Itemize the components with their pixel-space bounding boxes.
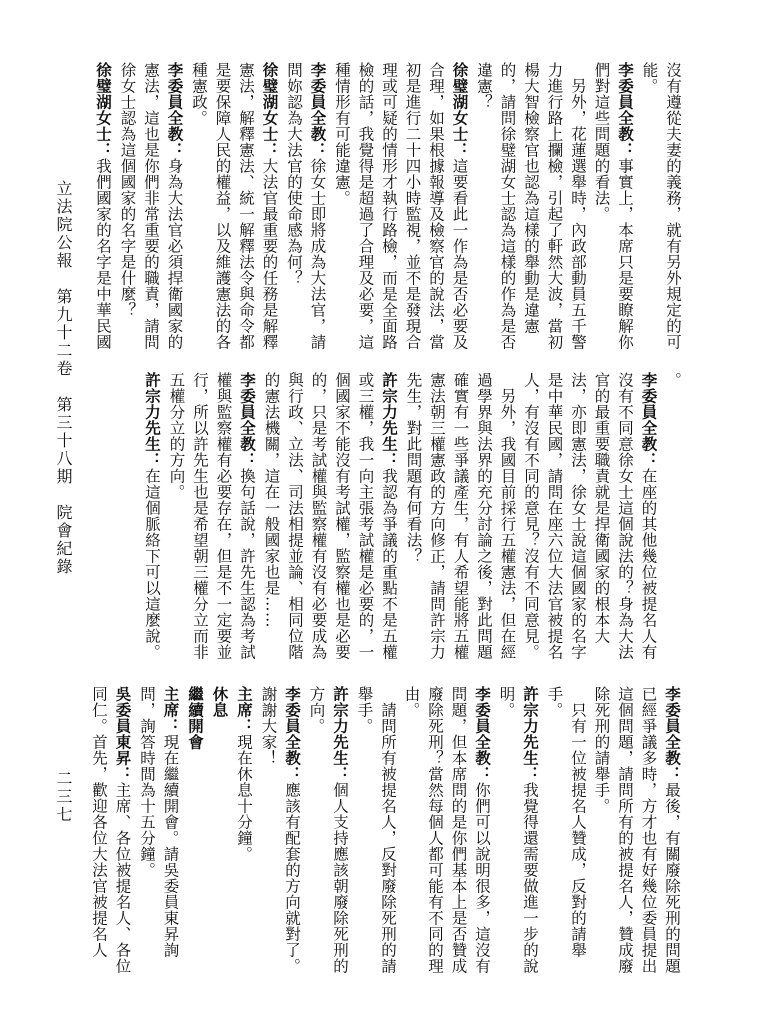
paragraph-text: 大法官最重要的任務是解釋憲法，解釋憲法、統一解釋法令與命令都是要保障人民的權益，以及維護憲法的各種憲政。: [190, 62, 279, 350]
text-band-top: [84, 62, 684, 360]
paragraph-text: 徐女士即將成為大法官，請問妳認為大法官的使命感為何？: [285, 62, 327, 350]
paragraph: [164, 372, 259, 670]
paragraph: [519, 372, 661, 670]
paragraph: [661, 372, 685, 670]
paragraph-text: 。: [664, 372, 682, 388]
paragraph-text: 另外，花蓮選舉時，內政部動員五千警力進行路上攔檢，引起了軒然大波，當初楊大智檢察官也認為這樣的舉動是違憲的，請問徐璧湖女士認為這樣的作為是否違憲？: [475, 62, 587, 350]
speaker-label: 徐璧湖女士：: [260, 62, 280, 158]
paragraph-text: 事實上，本席只是要瞭解你們對這些問題的看法。: [592, 62, 634, 350]
speaker-label: 李委員全教：: [473, 686, 492, 782]
speaker-label: 李委員全教：: [165, 62, 185, 158]
paragraph-text: 應該有配套的方向就對了。謝謝大家！: [259, 686, 301, 974]
paragraph: [637, 62, 684, 360]
speaker-label: 李委員全教：: [663, 686, 682, 782]
paragraph-text: 我覺得還需要做進一步的說明。: [497, 686, 539, 974]
paragraph: [304, 686, 352, 986]
paragraph: [399, 686, 494, 986]
text-band-middle: [84, 372, 684, 670]
paragraph-text: 只有一位被提名人贊成，反對的請舉手。: [545, 686, 587, 958]
paragraph: [183, 686, 208, 986]
paragraph-text: 休息: [210, 686, 230, 718]
paragraph: [330, 62, 472, 360]
paragraph-text: 你們可以說明很多，這沒有問題，但本席問的是你們基本上是否贊成廢除死刑？當然每個人都可能有不同的理由。: [402, 686, 491, 974]
speaker-label: 李委員全教：: [238, 372, 257, 468]
speaker-label: 李委員全教：: [283, 686, 302, 782]
speaker-label: 主席：: [161, 686, 181, 734]
paragraph: [135, 686, 183, 986]
paragraph: [472, 62, 590, 360]
speaker-label: 李委員全教：: [308, 62, 328, 158]
paragraph: [140, 372, 165, 670]
paragraph-text: 最後，有關廢除死刑的問題已經爭議多時，方才也有好幾位委員提出這個問題，請問所有的被提名人，贊成廢除死刑的請舉手。: [592, 686, 681, 974]
paragraph: [91, 62, 116, 360]
speaker-label: 李委員全教：: [616, 62, 635, 158]
text-band-bottom: [84, 686, 684, 986]
paragraph: [207, 686, 232, 986]
speaker-label: 許宗力先生：: [521, 686, 540, 782]
paragraph-text: 沒有遵從夫妻的義務，就有另外規定的可能。: [640, 62, 682, 350]
paragraph-text: 在這個脈絡下可以這麼說。: [143, 468, 161, 660]
speaker-label: 許宗力先生：: [143, 372, 162, 468]
paragraph: [352, 686, 399, 986]
paragraph-text: 我們國家的名字是中華民國: [94, 158, 112, 350]
paragraph: [256, 686, 304, 986]
paragraph-text: 個人支持應該朝廢除死刑的方向。: [307, 686, 349, 974]
paragraph: [232, 686, 257, 986]
paragraph-text: 另外，我國目前採行五權憲法，但在經過學界與法界的充分討論之後，對此問題確實有一些爭議產生，有人希望能將五權憲法朝三權憲政的方向修正，請問許宗力先生，對此問題有何看法？: [404, 372, 517, 660]
speaker-label: 徐璧湖女士：: [450, 62, 470, 158]
paragraph-text: 現在繼續開會。請吳委員東昇詢問，詢答時間為十五分鐘。: [138, 686, 180, 958]
speaker-label: 吳委員東昇：: [113, 686, 133, 782]
paragraph: [115, 62, 187, 360]
speaker-label: 李委員全教：: [639, 372, 659, 468]
paragraph-text: 繼續開會: [186, 686, 205, 750]
paragraph-text: 我認為爭議的重點不是五權或三權，我一向主張考試權是必要的，一個國家不能沒有考試權，監察權也是必要的，只是考試權與監察權有沒有必要成為與行政、立法、司法相提並論、相同位階的憲法機關，這在一般國家也是……: [262, 372, 398, 660]
paragraph: [589, 62, 637, 360]
speaker-label: 徐璧湖女士：: [94, 62, 113, 158]
paragraph-text: 這要看此一作為是否必要及合理，如果根據報導及檢察官的說法，當初是進行二十四小時監視，並不是發現合理或可疑的情形才執行路檢，而是全面路檢的話，我覺得是超過了合理及必要，這種情形有可能違憲。: [333, 62, 469, 350]
paragraph-text: 主席、各位被提名人、各位同仁。首先，歡迎各位大法官被提名人: [90, 686, 132, 974]
paragraph-text: 現在休息十分鐘。: [235, 734, 253, 862]
paragraph-text: 請問所有被提名人，反對廢除死刑的請舉手。: [355, 686, 397, 974]
page-number: 二三七: [54, 770, 73, 824]
paragraph-text: 換句話說，許先生認為考試權與監察權有必要存在，但是不一定要並行，所以許先生也是希望朝三權分立而非五權分立的方向。: [167, 372, 256, 660]
paragraph-text: 身為大法官必須捍衛國家的憲法，這也是你們非常重要的職責，請問徐女士認為這個國家的名字是什麼？: [118, 62, 184, 350]
paragraph: [282, 62, 330, 360]
speaker-label: 許宗力先生：: [331, 686, 350, 782]
paragraph: [589, 686, 684, 986]
paragraph: [401, 372, 519, 670]
paragraph: [187, 62, 282, 360]
speaker-label: 許宗力先生：: [380, 372, 399, 468]
paragraph-text: 在座的其他幾位被提名人有沒有不同意徐女士這個說法的？身為大法官的最重要職責就是捍衛國家的根本大法，亦即憲法，徐女士說這個國家的名字是中華民國，請問在座六位大法官被提名人，有沒有不同的意見？沒有不同意見。: [522, 372, 658, 660]
speaker-label: 主席：: [235, 686, 254, 734]
paragraph: [87, 686, 135, 986]
paragraph: [259, 372, 401, 670]
paragraph: [494, 686, 542, 986]
paragraph: [542, 686, 589, 986]
running-header: 立法院公報 第九十二卷 第三十八期 院會紀錄: [54, 180, 73, 576]
